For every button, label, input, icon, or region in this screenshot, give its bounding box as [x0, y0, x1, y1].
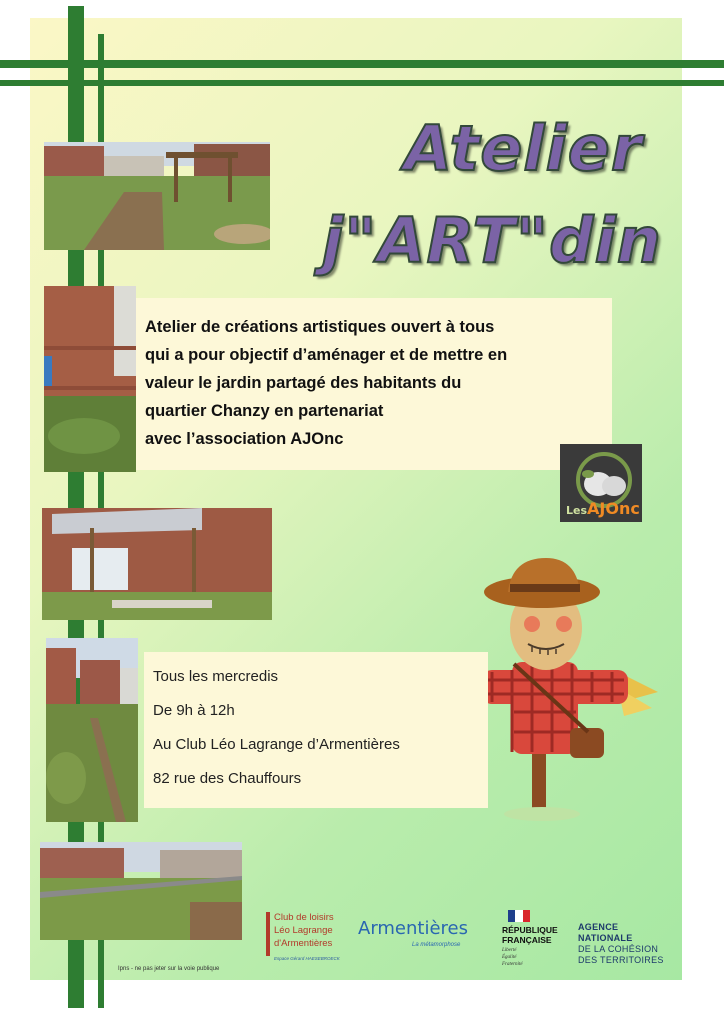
anct-logo-line: DES TERRITOIRES	[578, 955, 664, 965]
description-line: valeur le jardin partagé des habitants du	[145, 374, 462, 392]
ajonc-name: AJOnc	[587, 499, 640, 518]
schedule-line: De 9h à 12h	[153, 702, 235, 719]
schedule-box	[144, 652, 488, 808]
description-line: Atelier de créations artistiques ouvert à tous	[145, 318, 495, 336]
schedule-line: Tous les mercredis	[153, 668, 279, 685]
club-logo-mark	[266, 912, 270, 956]
description-line: qui a pour objectif d’aménager et de mettre en	[145, 346, 508, 364]
republique-francaise-logo	[502, 910, 568, 972]
description-line: quartier Chanzy en partenariat	[145, 402, 384, 420]
club-logo-subtitle: Espace Gérard HAESEBROECK	[274, 956, 340, 961]
republique-motto: Fraternité	[502, 962, 523, 967]
anct-logo-line: NATIONALE	[578, 933, 633, 943]
club-logo-line: d'Armentières	[274, 938, 333, 949]
republique-motto: Liberté	[502, 948, 517, 953]
footnote: Ipns - ne pas jeter sur la voie publique	[118, 966, 220, 972]
armentieres-logo	[358, 918, 478, 958]
armentieres-logo-name: Armentières	[358, 918, 469, 939]
schedule-line: 82 rue des Chauffours	[153, 770, 302, 787]
club-logo-line: Club de loisirs	[274, 912, 334, 923]
anct-logo	[578, 920, 678, 968]
armentieres-logo-tagline: La métamorphose	[412, 942, 461, 948]
french-flag-icon	[508, 910, 530, 922]
ajonc-logo	[560, 444, 642, 522]
description-line: avec l’association AJOnc	[145, 430, 344, 448]
title-line-1: Atelier	[404, 112, 643, 185]
garden-photo-3	[42, 508, 272, 620]
title-line-2: j"ART"din	[322, 204, 662, 277]
anct-logo-line: DE LA COHÉSION	[578, 944, 659, 954]
garden-photo-2	[44, 286, 136, 472]
description-box	[136, 298, 612, 470]
club-leo-lagrange-logo	[266, 910, 346, 966]
schedule-line: Au Club Léo Lagrange d’Armentières	[153, 736, 400, 753]
garden-photo-1	[44, 142, 270, 250]
frame-bar-horizontal-top	[0, 60, 724, 68]
frame-bar-horizontal-bottom	[0, 80, 724, 86]
republique-logo-line: FRANÇAISE	[502, 935, 552, 945]
ajonc-prefix: Les	[566, 504, 588, 517]
club-logo-line: Léo Lagrange	[274, 925, 333, 936]
garden-photo-4	[46, 638, 138, 822]
garden-photo-5	[40, 842, 242, 940]
republique-logo-line: RÉPUBLIQUE	[502, 925, 558, 935]
anct-logo-line: AGENCE	[578, 922, 619, 932]
republique-motto: Égalité	[502, 955, 517, 960]
ajonc-logo-text	[566, 499, 640, 518]
